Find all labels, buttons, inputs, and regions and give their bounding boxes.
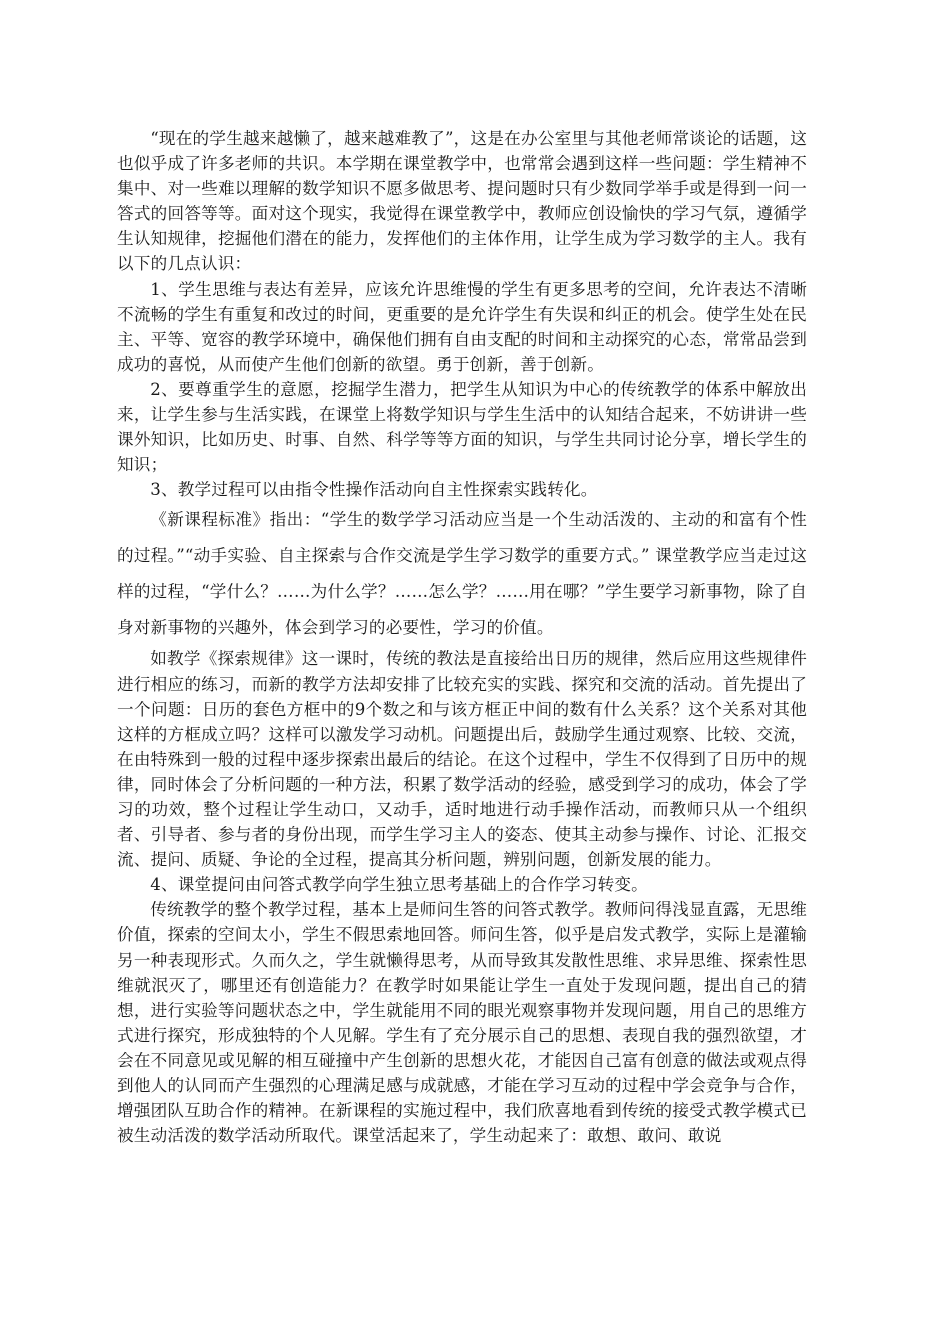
traditional-teaching-paragraph: 传统教学的整个教学过程，基本上是师问生答的问答式教学。教师问得浅显直露，无思维价值，探索的空间太小，学生不假思索地回答。师问生答，似乎是启发式教学，实际上是灌输另一种表现形式。久而久之，学生就懒得思考，从而导致其发散性思维、求异思维、探索性思维就泯灭了，哪里还有创造能力？在教学时如果能让学生一直处于发现问题，提出自己的猜想，进行实验等问题状态之中，学生就能用不同的眼光观察事物并发现问题，用自己的思维方式进行探究，形成独特的个人见解。学生有了充分展示自己的思想、表现自我的强烈欲望，才会在不同意见或见解的相互碰撞中产生创新的思想火花，才能因自己富有创意的做法或观点得到他人的认同而产生强烈的心理满足感与成就感，才能在学习互动的过程中学会竞争与合作，增强团队互助合作的精神。在新课程的实施过程中，我们欣喜地看到传统的接受式教学模式已被生动活泼的数学活动所取代。课堂活起来了，学生动起来了：敢想、敢问、敢说 bbox=[117, 900, 807, 1146]
point-2-paragraph: 2、要尊重学生的意愿，挖掘学生潜力，把学生从知识为中心的传统教学的体系中解放出来，让学生参与生活实践，在课堂上将数学知识与学生生活中的认知结合起来，不妨讲讲一些课外知识，比如历史、时事、自然、科学等等方面的知识，与学生共同讨论分享，增长学生的知识； bbox=[117, 379, 807, 475]
example-lesson-paragraph: 如教学《探索规律》这一课时，传统的教法是直接给出日历的规律，然后应用这些规律件进行相应的练习，而新的教学方法却安排了比较充实的实践、探究和交流的活动。首先提出了一个问题：日历的套色方框中的9个数之和与该方框正中间的数有什么关系？这个关系对其他这样的方框成立吗？这样可以激发学习动机。问题提出后，鼓励学生通过观察、比较、交流，在由特殊到一般的过程中逐步探索出最后的结论。在这个过程中，学生不仅得到了日历中的规律，同时体会了分析问题的一种方法，积累了数学活动的经验，感受到学习的成功，体会了学习的功效，整个过程让学生动口，又动手，适时地进行动手操作活动，而教师只从一个组织者、引导者、参与者的身份出现，而学生学习主人的姿态、使其主动参与操作、讨论、汇报交流、提问、质疑、争论的全过程，提高其分析问题，辨别问题，创新发展的能力。 bbox=[117, 649, 807, 870]
point-4-heading: 4、课堂提问由问答式教学向学生独立思考基础上的合作学习转变。 bbox=[150, 875, 648, 895]
intro-paragraph: “现在的学生越来越懒了，越来越难教了”，这是在办公室里与其他老师常谈论的话题，这也似乎成了许多老师的共识。本学期在课堂教学中，也常常会遇到这样一些问题：学生精神不集中、对一些难以理解的数学知识不愿多做思考、提问题时只有少数同学举手或是得到一问一答式的回答等等。面对这个现实，我觉得在课堂教学中，教师应创设愉快的学习气氛，遵循学生认知规律，挖掘他们潜在的能力，发挥他们的主体作用，让学生成为学习数学的主人。我有以下的几点认识： bbox=[117, 129, 807, 274]
point-1-paragraph: 1、学生思维与表达有差异，应该允许思维慢的学生有更多思考的空间，允许表达不清晰不流畅的学生有重复和改过的时间，更重要的是允许学生有失误和纠正的机会。使学生处在民主、平等、宽容的教学环境中，确保他们拥有自由支配的时间和主动探究的心态，常常品尝到成功的喜悦，从而使产生他们创新的欲望。勇于创新，善于创新。 bbox=[117, 279, 807, 374]
document-body bbox=[117, 126, 807, 1148]
point-3-heading: 3、教学过程可以由指令性操作活动向自主性探索实践转化。 bbox=[150, 480, 598, 500]
curriculum-standard-paragraph: 《新课程标准》指出：“学生的数学学习活动应当是一个生动活泼的、主动的和富有个性的过程。”“动手实验、自主探索与合作交流是学生学习数学的重要方式。” 课堂教学应当走过这样的过程，“学什么？……为什么学？……怎么学？……用在哪？”学生要学习新事物，除了自身对新事物的兴趣外，体会到学习的必要性，学习的价值。 bbox=[117, 510, 807, 638]
